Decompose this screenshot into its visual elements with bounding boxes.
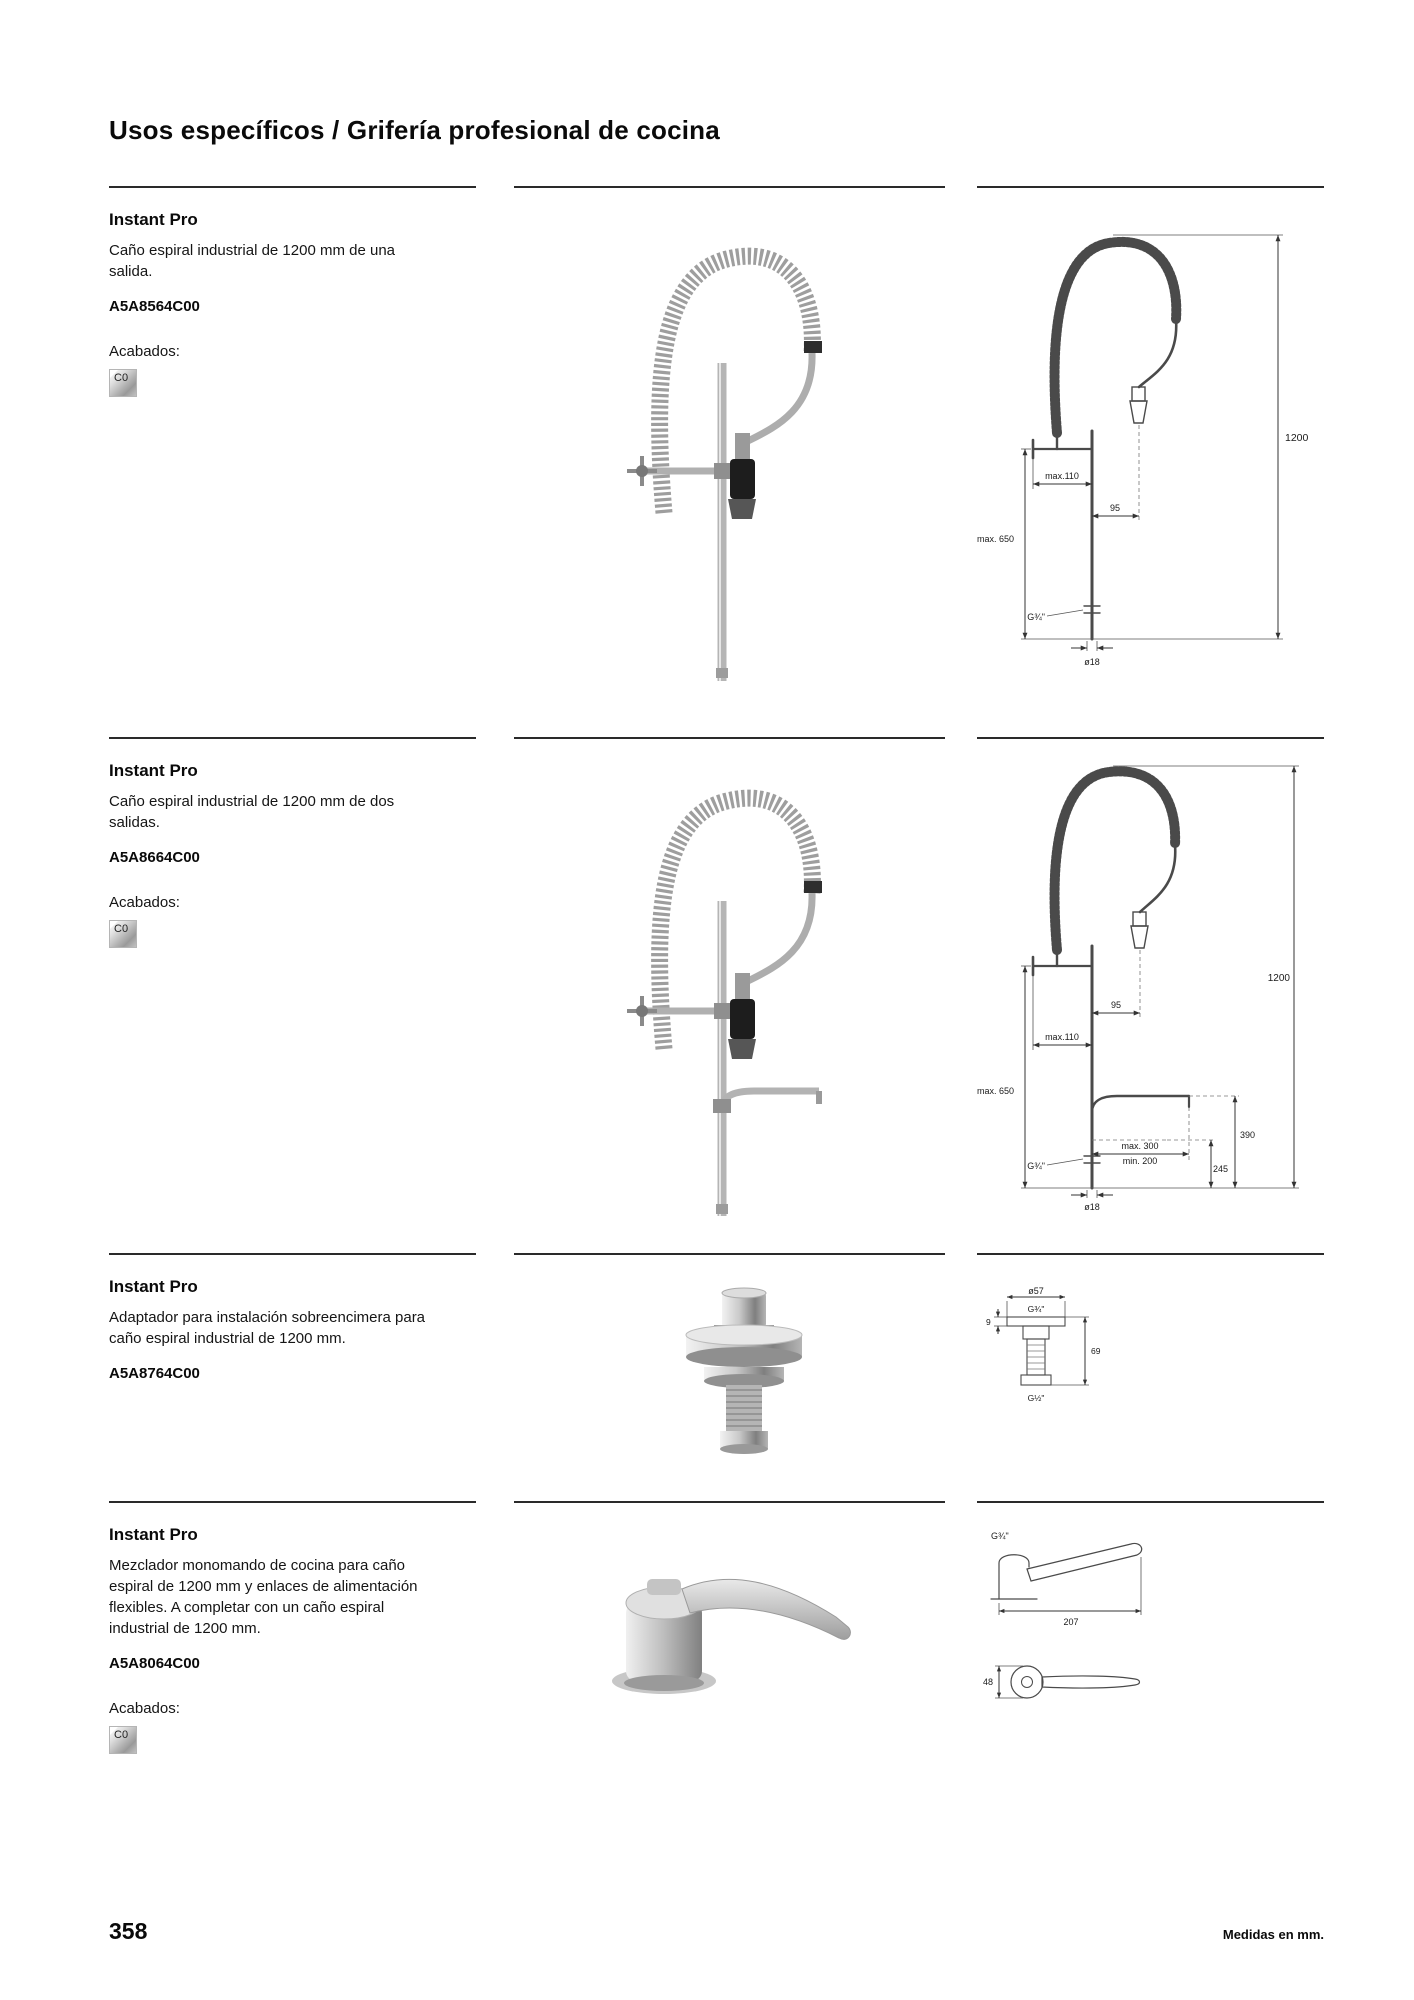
dimension-label: 390 [1240, 1130, 1256, 1140]
finishes-label: Acabados: [109, 343, 180, 360]
technical-drawing-mixer-top [983, 1653, 1183, 1711]
product-photo-column [514, 1501, 945, 1918]
product-photo-single-lever-mixer [514, 1531, 945, 1706]
dimension-label: ø57 [1028, 1286, 1044, 1296]
units-note: Medidas en mm. [1222, 1927, 1324, 1942]
product-code: A5A8764C00 [109, 1365, 200, 1382]
product-name: Instant Pro [109, 210, 198, 229]
dimension-label: 207 [1063, 1617, 1079, 1627]
dimension-label: max. 300 [1121, 1141, 1159, 1151]
dimension-label: 9 [986, 1317, 991, 1327]
product-row-3 [109, 1253, 1324, 1501]
product-info-column [109, 1253, 476, 1501]
technical-drawing-spiral-faucet-two-outlets [977, 760, 1324, 1212]
dimension-label: 95 [1109, 503, 1121, 513]
product-photo-column [514, 1253, 945, 1501]
product-row-2 [109, 737, 1324, 1253]
page-number: 358 [109, 1918, 148, 1944]
finish-chip-chrome [109, 369, 137, 397]
technical-drawing-column [977, 186, 1324, 737]
finish-chip-label: C0 [114, 372, 129, 384]
product-name: Instant Pro [109, 761, 198, 780]
product-row-1 [109, 186, 1324, 737]
finish-chip-chrome [109, 1726, 137, 1754]
product-info-column [109, 737, 476, 1253]
product-description: Caño espiral industrial de 1200 mm de una salida. [109, 242, 396, 280]
product-name: Instant Pro [109, 1277, 198, 1296]
dimension-label: G¾" [1027, 612, 1045, 622]
dimension-label: G½" [1027, 1393, 1045, 1403]
finishes-label: Acabados: [109, 894, 180, 911]
dimension-label: ø18 [1084, 657, 1100, 667]
dimension-label: 1200 [1285, 432, 1309, 444]
dimension-label: max. 650 [977, 1086, 1015, 1096]
product-photo-column [514, 737, 945, 1253]
dimension-label: 245 [1213, 1164, 1229, 1174]
dimension-label: max.110 [1045, 1032, 1079, 1042]
dimension-label: 95 [1110, 1000, 1122, 1010]
dimension-label: max. 650 [977, 534, 1015, 544]
technical-drawing-spiral-faucet [977, 221, 1324, 673]
finish-chip-label: C0 [114, 923, 129, 935]
dimension-label: min. 200 [1122, 1156, 1158, 1166]
product-description: Adaptador para instalación sobreencimera para caño espiral industrial de 1200 mm. [109, 1309, 426, 1347]
technical-drawing-column [977, 737, 1324, 1253]
product-code: A5A8664C00 [109, 849, 200, 866]
finishes-label: Acabados: [109, 1700, 180, 1717]
dimension-label: 1200 [1267, 973, 1290, 984]
finish-chip-chrome [109, 920, 137, 948]
dimension-label: G¾" [1027, 1304, 1045, 1314]
product-description: Caño espiral industrial de 1200 mm de dos salidas. [109, 793, 395, 831]
technical-drawing-column [977, 1501, 1324, 1918]
product-code: A5A8064C00 [109, 1655, 200, 1672]
dimension-label: ø18 [1084, 1202, 1100, 1212]
product-photo-spiral-faucet [514, 213, 945, 705]
dimension-label: G¾" [991, 1531, 1009, 1541]
page-footer [109, 1918, 1324, 1945]
product-info-column [109, 1501, 476, 1918]
product-photo-column [514, 186, 945, 737]
technical-drawing-column [977, 1253, 1324, 1501]
product-row-4 [109, 1501, 1324, 1918]
technical-drawing-adapter [985, 1285, 1115, 1407]
product-photo-spiral-faucet-two-outlets [514, 761, 945, 1236]
dimension-label: max.110 [1045, 471, 1079, 481]
product-code: A5A8564C00 [109, 298, 200, 315]
page-title: Usos específicos / Grifería profesional de cocina [109, 115, 720, 146]
dimension-label: G¾" [1027, 1161, 1045, 1171]
technical-drawing-mixer-side [983, 1527, 1183, 1629]
product-description: Mezclador monomando de cocina para caño espiral de 1200 mm y enlaces de alimentación flexibles. A completar con un caño espiral industrial de 1200 mm. [109, 1557, 418, 1637]
dimension-label: 69 [1091, 1346, 1101, 1356]
product-name: Instant Pro [109, 1525, 198, 1544]
dimension-label: 48 [983, 1677, 994, 1687]
product-info-column [109, 186, 476, 737]
product-photo-adapter [514, 1285, 945, 1470]
finish-chip-label: C0 [114, 1729, 129, 1741]
